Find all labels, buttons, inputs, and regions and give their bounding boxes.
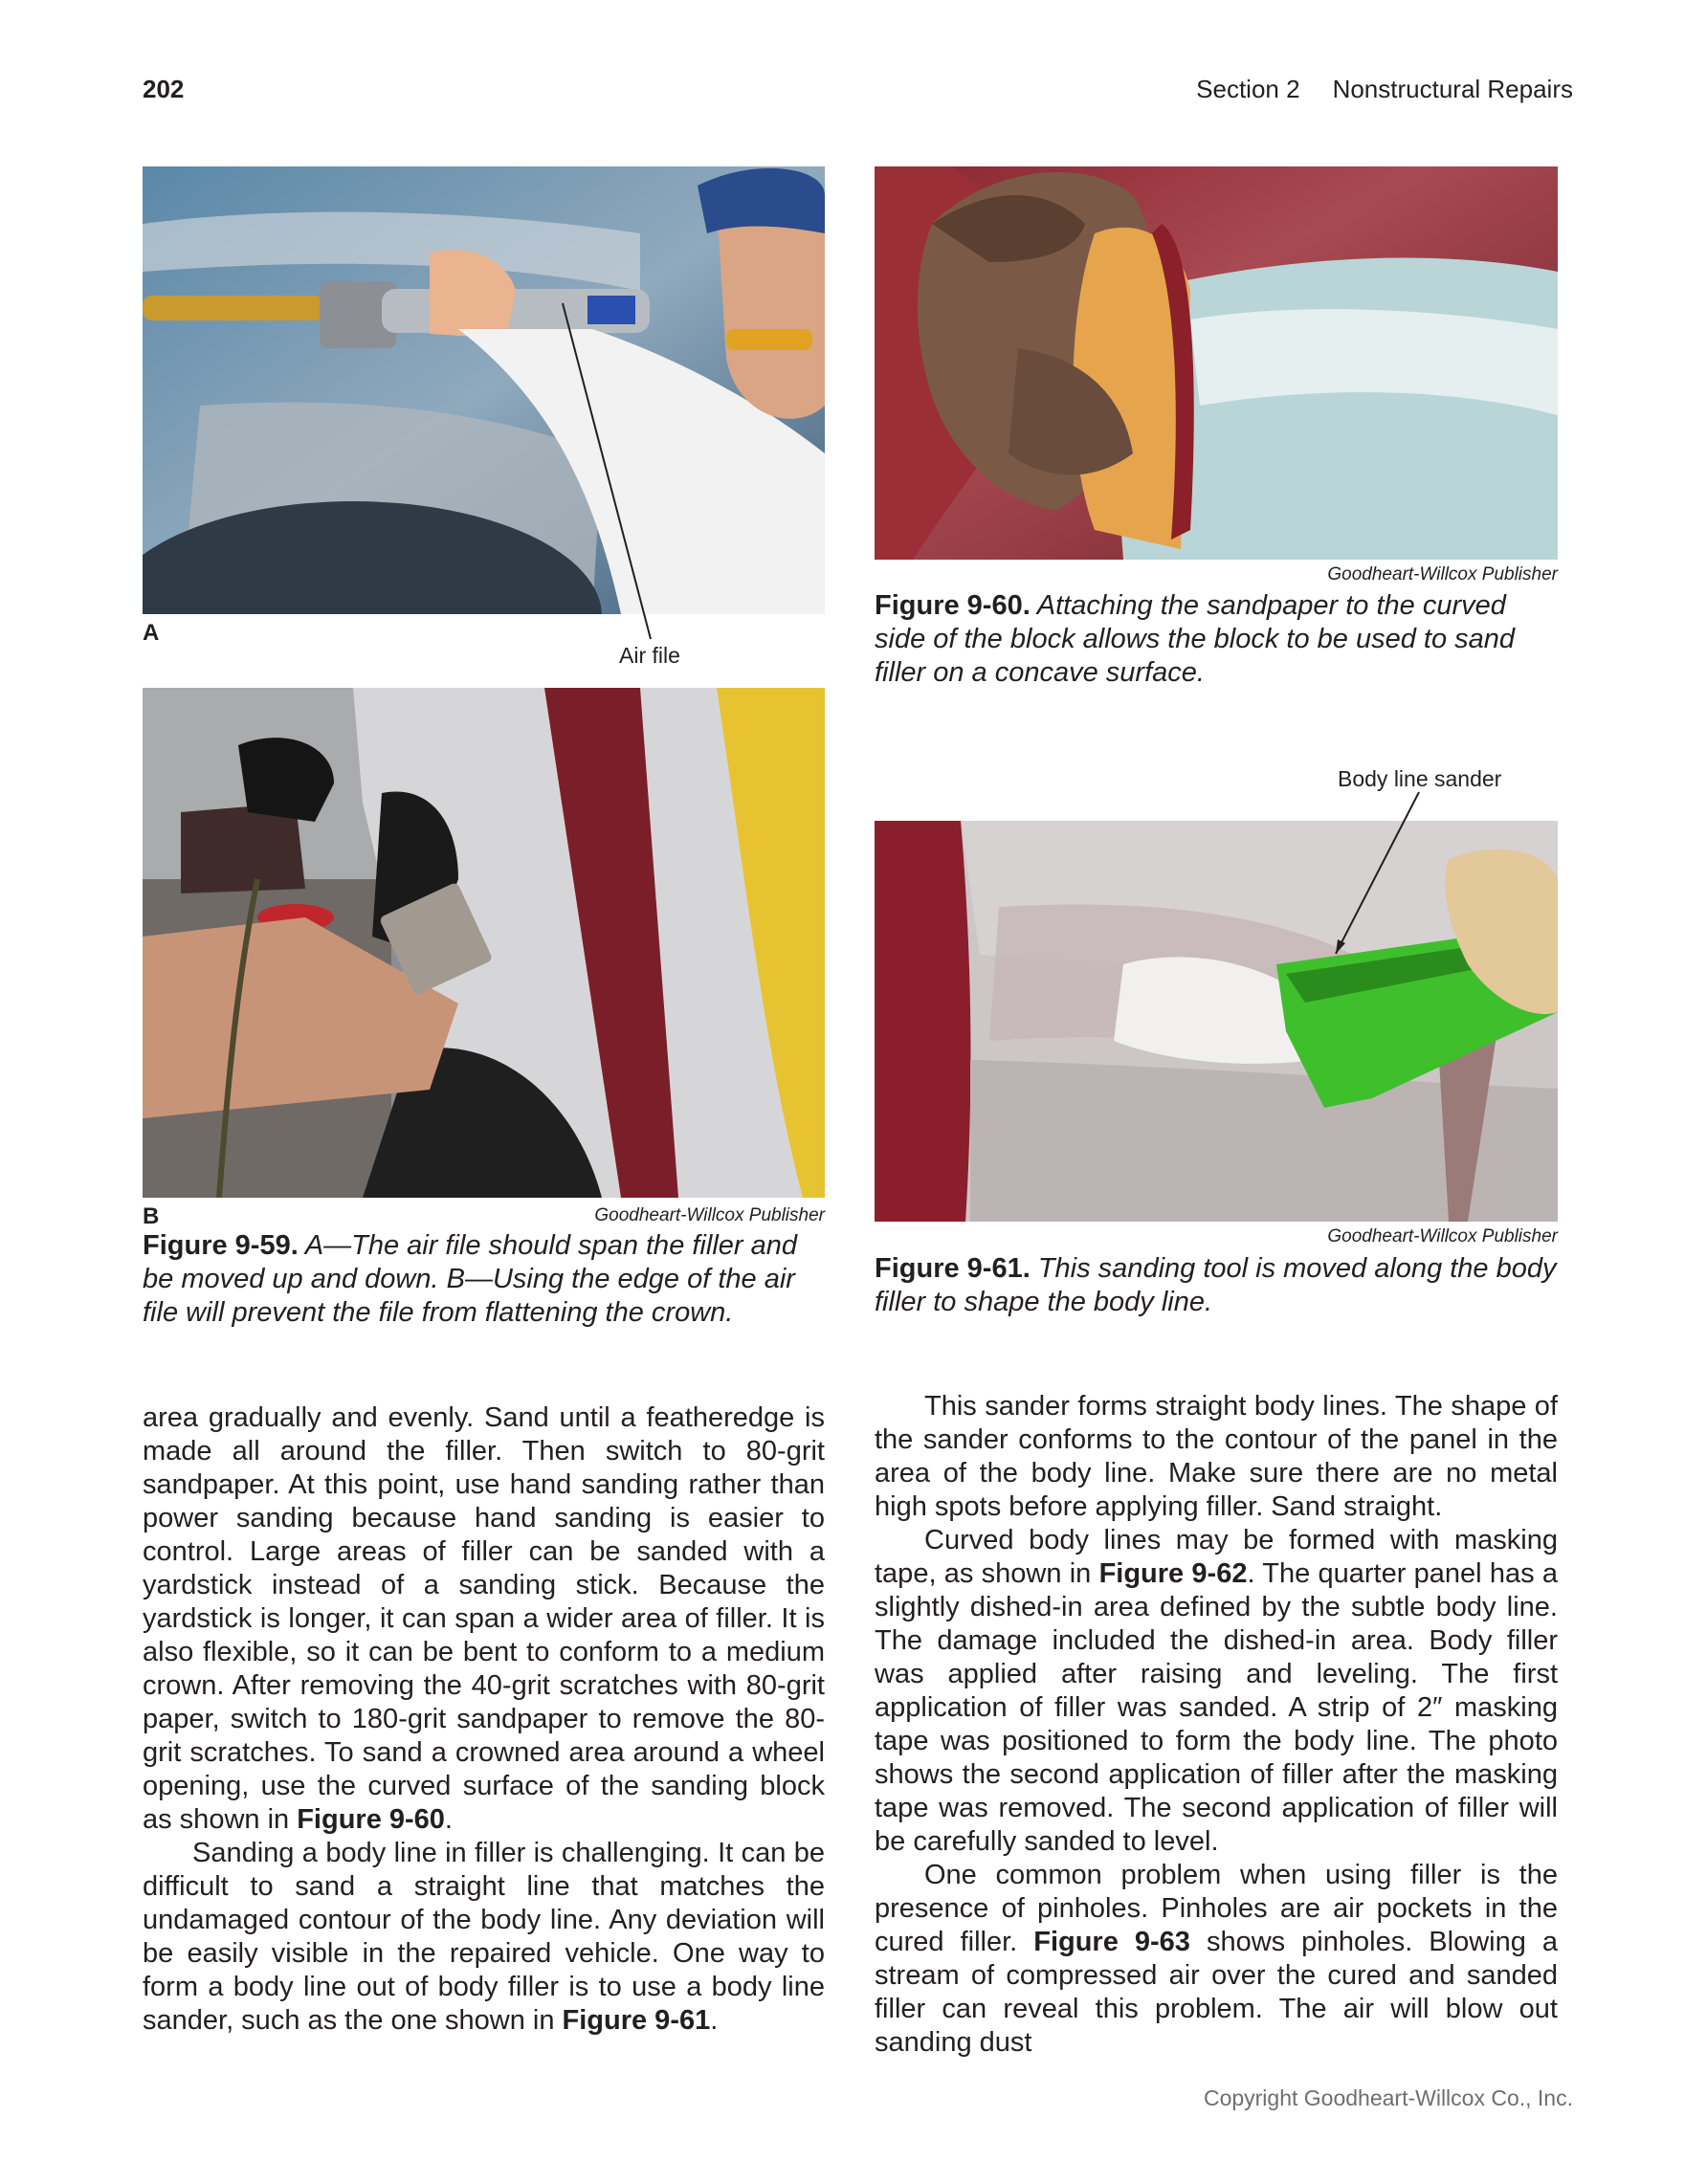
figure-9-60-caption-text: Attaching the sandpaper to the curved side of the block allows the block to be used to sand filler on a concave surface.: [875, 590, 1516, 688]
body-text-right-column: [875, 1390, 1558, 2060]
figure-9-59-credit: Goodheart-Willcox Publisher: [594, 1205, 825, 1225]
body-text: area gradually and evenly. Sand until a featheredge is made all around the filler. Then switch to 80-grit sandpaper. At this point, use hand sanding rather than power sanding because hand sanding is easier to control. Large areas of filler can be sanded with a yardstick instead of a sanding stick. Because the yardstick is longer, it can span a wider area of filler. It is also flexible, so it can be bent to conform to a medium crown. After removing the 40-grit scratches with 80-grit paper, switch to 180-grit sandpaper to remove the 80-grit scratches. To sand a crowned area around a wheel opening, use the curved surface of the sanding block as shown in: [143, 1402, 825, 1835]
body-text: Curved body lines may be formed with masking tape, as shown in: [875, 1525, 1558, 1589]
figure-reference: Figure 9-60: [297, 1804, 445, 1835]
body-text: . The quarter panel has a slightly dished-in area defined by the subtle body line. The damage included the dished-in area. Body filler was applied after raising and leveling. The first application of filler was sanded. A strip of 2″ masking tape was positioned to form the body line. The photo shows the second application of filler after the masking tape was removed. The second application of filler will be carefully sanded to level.: [875, 1558, 1558, 1857]
figure-reference: Figure 9-62: [1098, 1558, 1248, 1589]
figure-9-61-caption: [875, 1252, 1558, 1319]
figure-9-59b-photo: [143, 688, 825, 1198]
copyright-notice: Copyright Goodheart-Willcox Co., Inc.: [1203, 2085, 1573, 2110]
figure-9-59-label-b: B: [143, 1203, 160, 1229]
section-title: Nonstructural Repairs: [1332, 75, 1573, 103]
body-paragraph: [143, 1837, 825, 2038]
figure-9-59-label-a: A: [143, 620, 160, 646]
running-header: [1196, 75, 1573, 104]
body-paragraph: [875, 1524, 1558, 1859]
body-text: .: [710, 2005, 719, 2036]
figure-9-59-caption: [143, 1229, 825, 1330]
figure-9-59-caption-text: A—The air file should span the filler and be moved up and down. B—Using the edge of the air file will prevent the file from flattening the crown.: [143, 1230, 797, 1328]
figure-9-60-caption-label: Figure 9-60.: [875, 590, 1031, 621]
air-file-callout: Air file: [619, 643, 680, 668]
figure-9-61-caption-text: This sanding tool is moved along the body filler to shape the body line.: [875, 1253, 1557, 1317]
body-text: One common problem when using filler is the presence of pinholes. Pinholes are air pockets in the cured filler.: [875, 1860, 1558, 1957]
figure-9-59-caption-label: Figure 9-59.: [143, 1230, 299, 1261]
figure-9-61-photo: [875, 821, 1558, 1222]
body-paragraph: This sander forms straight body lines. The shape of the sander conforms to the contour of the panel in the area of the body line. Make sure there are no metal high spots before applying filler. Sand straight.: [875, 1391, 1558, 1522]
figure-9-60-photo: [875, 166, 1558, 560]
figure-reference: Figure 9-61: [562, 2005, 711, 2036]
body-paragraph: [143, 1401, 825, 1837]
body-line-sander-callout: Body line sander: [1338, 766, 1502, 791]
body-text: .: [444, 1804, 453, 1835]
figure-9-60-credit: Goodheart-Willcox Publisher: [1327, 564, 1558, 585]
figure-reference: Figure 9-63: [1033, 1927, 1190, 1957]
figure-9-61-credit: Goodheart-Willcox Publisher: [1327, 1226, 1558, 1246]
page-number: 202: [143, 75, 185, 103]
body-text: shows pinholes. Blowing a stream of compressed air over the cured and sanded filler can reveal this problem. The air will blow out sanding dust: [875, 1927, 1558, 2058]
figure-9-60-caption: [875, 589, 1558, 690]
body-text: Sanding a body line in filler is challenging. It can be difficult to sand a straight line that matches the undamaged contour of the body line. Any deviation will be easily visible in the repaired vehicle. One way to form a body line out of body filler is to use a body line sander, such as the one shown in: [143, 1838, 825, 2036]
figure-9-59a-photo: [143, 166, 825, 614]
body-text-left-column: [143, 1401, 825, 2038]
section-number: Section 2: [1196, 75, 1300, 103]
figure-9-61-caption-label: Figure 9-61.: [875, 1253, 1031, 1284]
body-paragraph: [875, 1859, 1558, 2060]
